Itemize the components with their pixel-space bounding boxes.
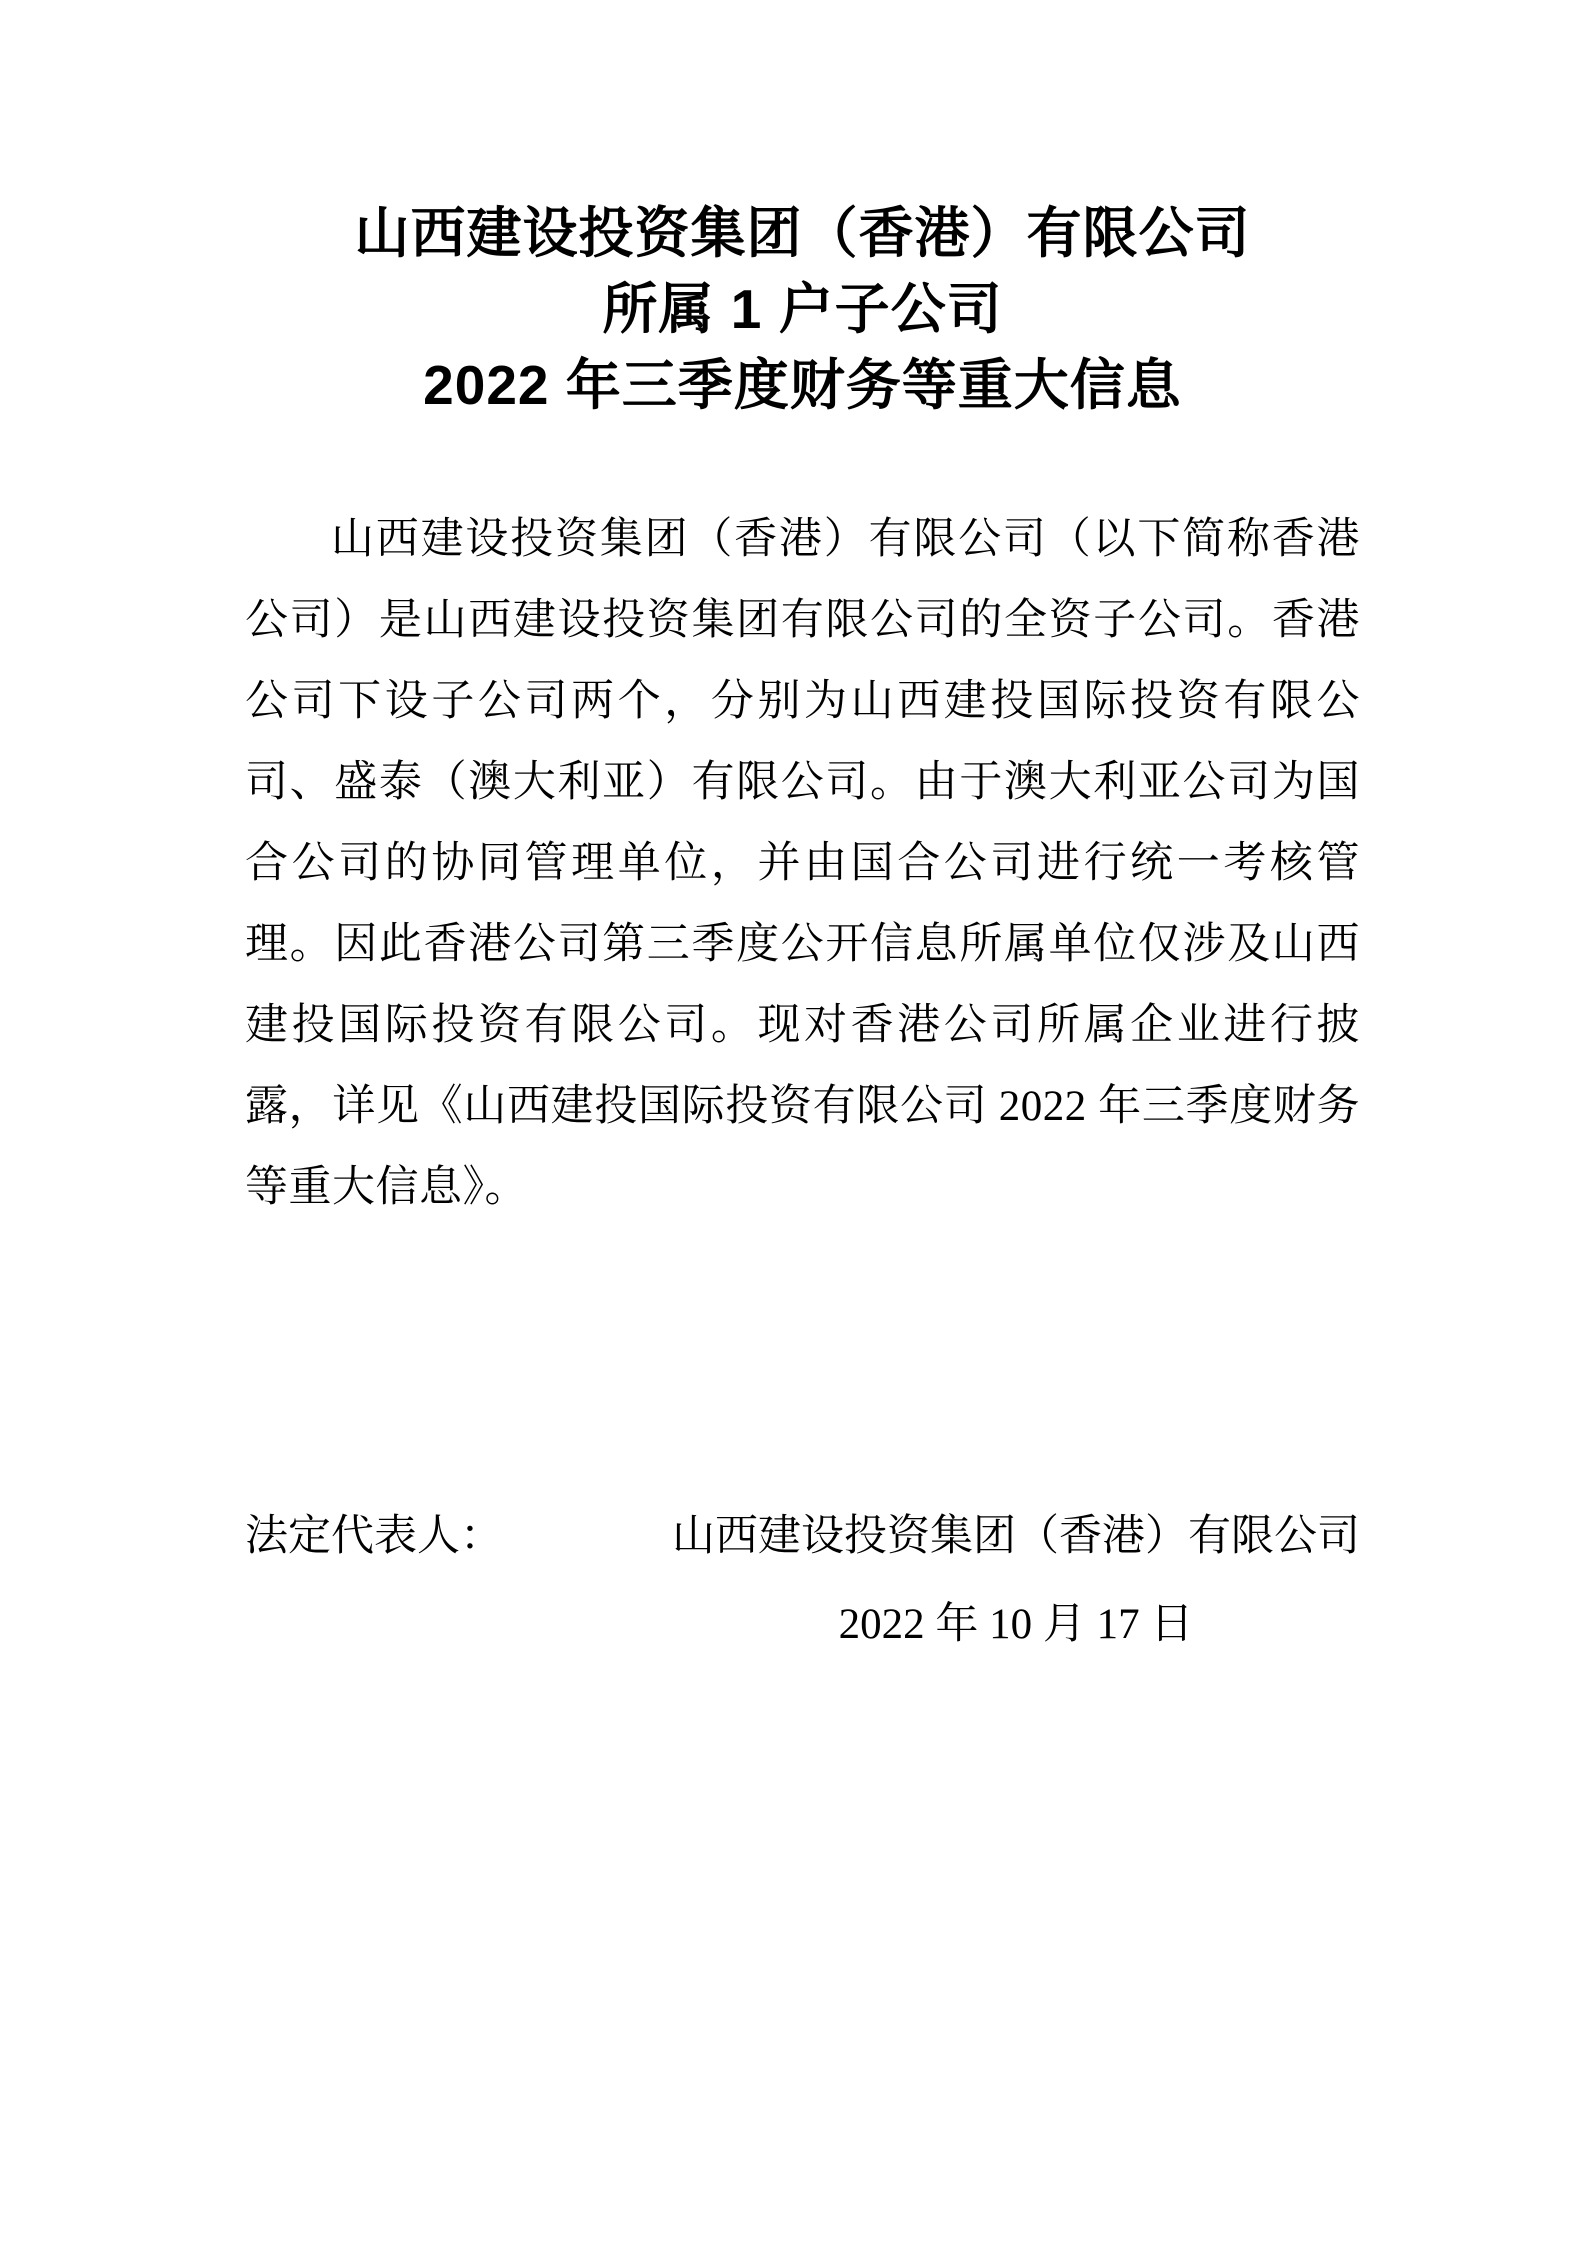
signature-right-block [672, 1493, 1360, 1669]
title-line-report-period: 2022 年三季度财务等重大信息 [423, 354, 1182, 416]
signature-date: 2022 年 10 月 17 日 [838, 1601, 1194, 1648]
legal-representative-label: 法定代表人： [245, 1513, 503, 1560]
signature-block [245, 1493, 1360, 1669]
title-line-subsidiaries: 所属 1 户子公司 [602, 278, 1003, 340]
document-title [245, 195, 1360, 423]
title-line-company: 山西建设投资集团（香港）有限公司 [354, 202, 1251, 264]
body-paragraph: 山西建设投资集团（香港）有限公司（以下简称香港公司）是山西建设投资集团有限公司的全资子公司。香港公司下设子公司两个，分别为山西建投国际投资有限公司、盛泰（澳大利亚）有限公司。由于澳大利亚公司为国合公司的协同管理单位，并由国合公司进行统一考核管理。因此香港公司第三季度公开信息所属单位仅涉及山西建投国际投资有限公司。现对香港公司所属企业进行披露，详见《山西建投国际投资有限公司 2022 年三季度财务等重大信息》。 [245, 516, 1360, 1211]
signature-company-name: 山西建设投资集团（香港）有限公司 [672, 1513, 1360, 1560]
